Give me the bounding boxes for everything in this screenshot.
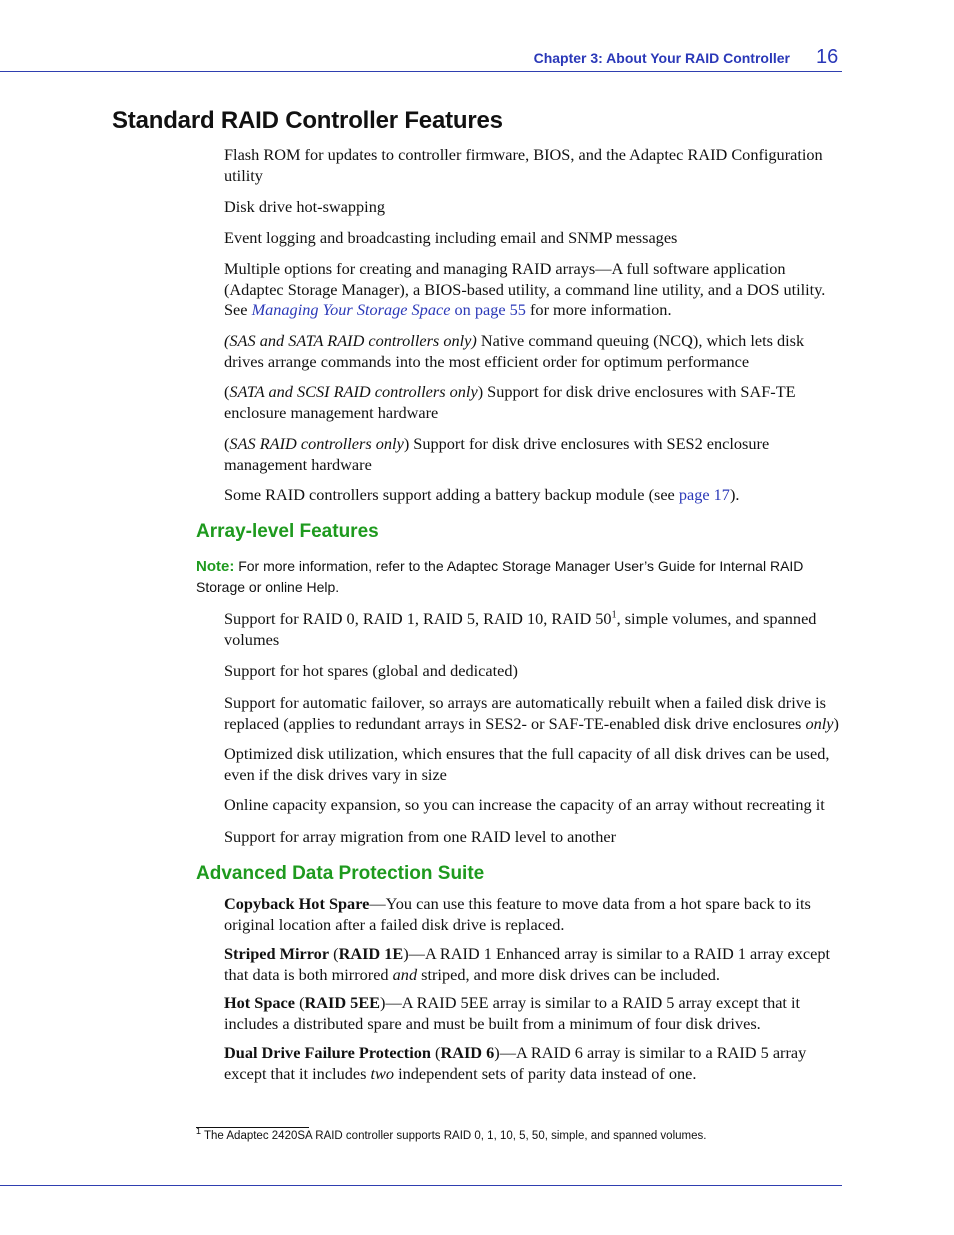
note: Note: For more information, refer to the Adaptec Storage Manager User’s Guide for Internal RAID Storage or online Help. (196, 558, 804, 595)
feature-battery: Some RAID controllers support adding a battery backup module (see page 17). (224, 485, 740, 504)
array-migration: Support for array migration from one RAID level to another (224, 827, 616, 846)
footnote-rule (196, 1127, 309, 1128)
page-number: 16 (816, 46, 839, 68)
adv-copyback: Copyback Hot Spare—You can use this feature to move data from a hot spare back to its original location after a failed disk drive is replaced. (224, 894, 811, 934)
footnote: $^1$ The Adaptec 2420SA RAID controller supports RAID 0, 1, 10, 5, 50, simple, and spanned volumes. (196, 1126, 707, 1142)
feature-ses2: (SAS RAID controllers only) Support for disk drive enclosures with SES2 enclosure management hardware (224, 434, 770, 474)
adv-dual-drive: Dual Drive Failure Protection (RAID 6)—A RAID 6 array is similar to a RAID 5 array except that it includes two independent sets of parity data instead of one. (224, 1043, 807, 1083)
feature-ncq: (SAS and SATA RAID controllers only) Native command queuing (NCQ), which lets disk drives arrange commands into the most efficient order for optimum performance (224, 331, 805, 371)
heading-advanced-protection: Advanced Data Protection Suite (196, 863, 485, 884)
note-label: Note: (196, 558, 235, 575)
page-title: Standard RAID Controller Features (112, 107, 503, 134)
array-capacity-expansion: Online capacity expansion, so you can increase the capacity of an array without recreating it (224, 795, 825, 814)
link-managing-storage[interactable]: Managing Your Storage Space on page 55 (251, 300, 526, 319)
adv-hot-space: Hot Space (RAID 5EE)—A RAID 5EE array is similar to a RAID 5 array except that it includes a distributed spare and must be built from a minimum of four disk drives. (224, 993, 801, 1033)
feature-event-logging: Event logging and broadcasting including email and SNMP messages (224, 228, 678, 247)
array-hot-spares: Support for hot spares (global and dedicated) (224, 661, 518, 680)
header-rule (0, 71, 842, 72)
array-raid-levels: Support for RAID 0, RAID 1, RAID 5, RAID 10, RAID $50^1$, simple volumes, and spanned volumes (224, 609, 817, 649)
footnote-ref[interactable]: 1 (611, 609, 617, 621)
link-page-17[interactable]: page 17 (678, 485, 730, 504)
array-disk-utilization: Optimized disk utilization, which ensures that the full capacity of all disk drives can be used, even if the disk drives vary in size (224, 744, 830, 784)
array-failover: Support for automatic failover, so arrays are automatically rebuilt when a failed disk drive is replaced (applies to redundant arrays in SES2- or SAF-TE-enabled disk drive enclosures only) (224, 693, 839, 733)
feature-saf-te: (SATA and SCSI RAID controllers only) Support for disk drive enclosures with SAF-TE enclosure management hardware (224, 382, 796, 422)
adv-striped-mirror: Striped Mirror (RAID 1E)—A RAID 1 Enhanced array is similar to a RAID 1 array except that data is both mirrored and striped, and more disk drives can be included. (224, 944, 831, 984)
heading-array-level: Array-level Features (196, 521, 379, 542)
feature-management-options: Multiple options for creating and managing RAID arrays—A full software application (Adaptec Storage Manager), a BIOS-based utility, a command line utility, and a DOS utility. See Managing Your Storage Space on page 55 for more information. (224, 259, 826, 319)
footer-rule (0, 1185, 842, 1186)
running-head-chapter: Chapter 3: About Your RAID Controller (533, 50, 790, 66)
feature-hot-swap: Disk drive hot-swapping (224, 197, 385, 216)
feature-flash-rom: Flash ROM for updates to controller firmware, BIOS, and the Adaptec RAID Configuration utility (224, 145, 823, 185)
